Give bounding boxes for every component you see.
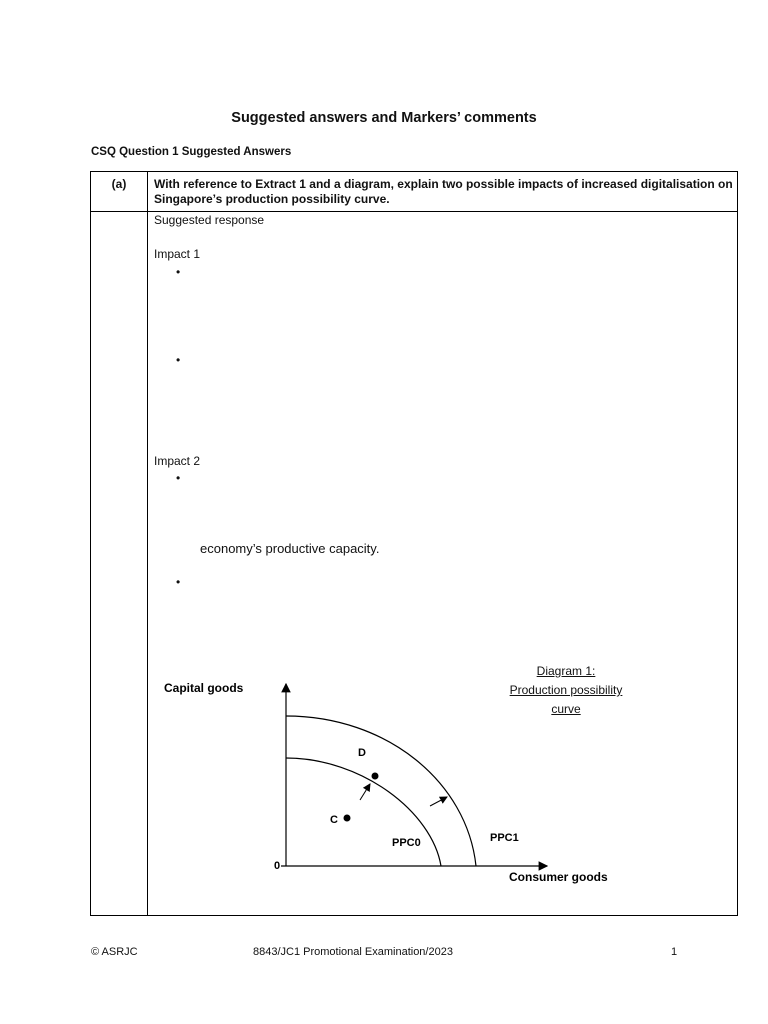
shift-arrow (430, 797, 447, 806)
point-label: C (330, 814, 338, 826)
curve-label: PPC0 (392, 837, 421, 849)
y-axis-label: Capital goods (164, 681, 244, 695)
page-number: 1 (671, 946, 678, 958)
point-label: D (358, 747, 366, 759)
section-subtitle: CSQ Question 1 Suggested Answers (91, 146, 292, 158)
origin-label: 0 (274, 860, 281, 872)
point-d (372, 773, 379, 780)
ppc-diagram (147, 672, 667, 892)
diagram-title-line: Diagram 1: (536, 664, 596, 678)
diagram-title-line: Production possibility (509, 683, 623, 697)
bullet-point: • (176, 471, 181, 485)
ppc0-curve (286, 758, 441, 866)
movement-arrow (360, 784, 370, 800)
point-c (344, 815, 351, 822)
curve-label: PPC1 (490, 832, 519, 844)
row-divider (91, 211, 737, 212)
suggested-response-label: Suggested response (154, 213, 265, 227)
answer-table (90, 171, 738, 916)
page-title: Suggested answers and Markers’ comments (231, 110, 537, 126)
ppc1-curve (286, 716, 476, 866)
diagram-title-line: curve (551, 702, 581, 716)
impact1-label: Impact 1 (154, 247, 201, 261)
footer-left: © ASRJC (91, 946, 138, 958)
x-axis-label: Consumer goods (509, 870, 608, 884)
bullet-point: • (176, 575, 181, 589)
part-label: (a) (111, 177, 127, 191)
bullet-point: • (176, 353, 181, 367)
question-text: With reference to Extract 1 and a diagram, explain two possible impacts of increased digitalisation on Singapore’s production possibility curve. (154, 177, 733, 206)
productive-capacity-text: economy’s productive capacity. (200, 541, 380, 556)
impact2-label: Impact 2 (154, 454, 201, 468)
footer-center: 8843/JC1 Promotional Examination/2023 (253, 946, 453, 958)
bullet-point: • (176, 265, 181, 279)
